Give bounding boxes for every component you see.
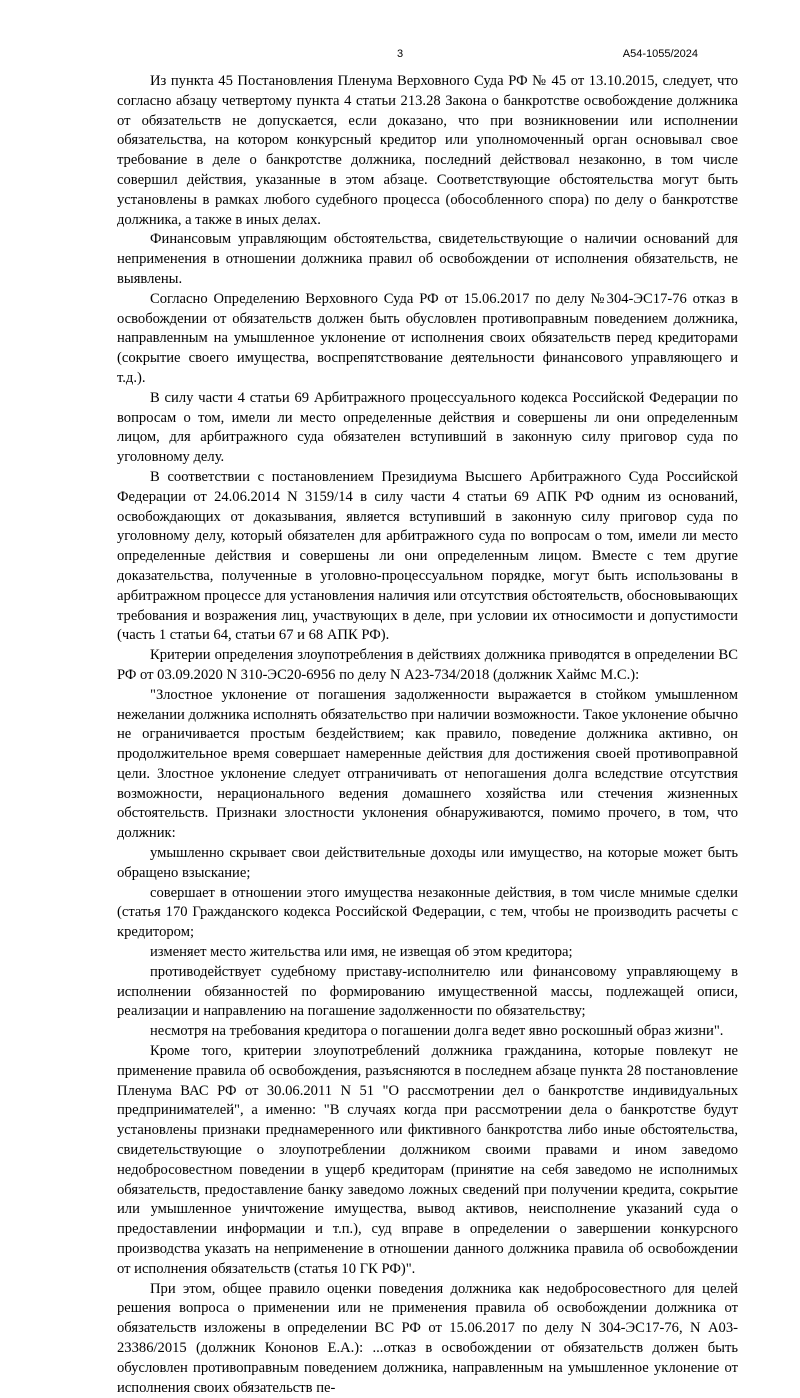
paragraph: При этом, общее правило оценки поведения должника как недобросовестного для целей решения вопроса о применении или не применения правила об освобождении должника от обязательств изложены в определении ВС РФ от 15.06.2017 по делу N 304-ЭС17-76, N А03-23386/2015 (должник Кононов Е.А.): ...отказ в освобождении от обязательств должен быть обусловлен противоправным поведением должника, направленным на умышленное уклонение от исполнения своих обязательств пе- — [117, 1280, 738, 1396]
paragraph: противодействует судебному приставу-исполнителю или финансовому управляющему в исполнении обязанностей по формированию имущественной массы, подлежащей описи, реализации и направлению на погашение задолженности по обязательству; — [117, 963, 738, 1020]
paragraph: изменяет место жительства или имя, не извещая об этом кредитора; — [150, 944, 573, 961]
document-body — [117, 72, 738, 1398]
paragraph: умышленно скрывает свои действительные доходы или имущество, на которые может быть обращено взыскание; — [117, 845, 738, 881]
paragraph: Финансовым управляющим обстоятельства, свидетельствующие о наличии оснований для неприменения в отношении должника правил об освобождении от исполнения обязательств, не выявлены. — [117, 231, 738, 287]
page-number: 3 — [396, 48, 404, 60]
case-number: А54-1055/2024 — [622, 48, 698, 60]
paragraph: Согласно Определению Верховного Суда РФ от 15.06.2017 по делу №304-ЭС17-76 отказ в освобождении от обязательств должен быть обусловлен противоправным поведением должника, направленным на умышленное уклонение от исполнения своих обязательств перед кредиторами (сокрытие своего имущества, воспрепятствование деятельности финансового управляющего и т.д.). — [117, 290, 738, 386]
paragraph: "Злостное уклонение от погашения задолженности выражается в стойком умышленном нежелании должника исполнять обязательство при наличии возможности. Такое уклонение обычно не ограничивается простым бездействием; как правило, поведение должника активно, он продолжительное время совершает намеренные действия для достижения своей противоправной цели. Злостное уклонение следует отграничивать от непогашения долга вследствие отсутствия возможности, нерационального ведения домашнего хозяйства или стечения жизненных обстоятельств. Признаки злостности уклонения обнаруживаются, помимо прочего, в том, что должник: — [117, 686, 738, 842]
paragraph: В силу части 4 статьи 69 Арбитражного процессуального кодекса Российской Федерации по вопросам о том, имели ли место определенные действия и совершены ли они определенным лицом, для арбитражного суда обязателен вступивший в законную силу приговор суда по уголовному делу. — [117, 389, 738, 466]
paragraph: Кроме того, критерии злоупотреблений должника гражданина, которые повлекут не применение правила об освобождения, разъясняются в последнем абзаце пункта 28 постановление Пленума ВАС РФ от 30.06.2011 N 51 "О рассмотрении дел о банкротстве индивидуальных предпринимателей", а именно: "В случаях когда при рассмотрении дела о банкротстве будут установлены признаки преднамеренного или фиктивного банкротства либо иные обстоятельства, свидетельствующие о злоупотреблении должником своими правами и ином заведомо недобросовестном поведении в ущерб кредиторам (принятие на себя заведомо не исполнимых обязательств, предоставление банку заведомо ложных сведений при получении кредита, сокрытие или умышленное уничтожение имущества, вывод активов, неисполнение указаний суда о предоставлении информации и т.п.), суд вправе в определении о завершении конкурсного производства указать на неприменение в отношении данного должника правила об освобождении от исполнения обязательств (статья 10 ГК РФ)". — [117, 1043, 738, 1277]
paragraph: В соответствии с постановлением Президиума Высшего Арбитражного Суда Российской Федерации от 24.06.2014 N 3159/14 в силу части 4 статьи 69 АПК РФ одним из оснований, освобождающих от доказывания, является вступивший в законную силу приговор суда по уголовному делу, который обязателен для арбитражного суда по вопросам о том, имели ли место определенные действия и совершены ли они определенным лицом. Вместе с тем другие доказательства, полученные в уголовно-процессуальном порядке, могут быть использованы в арбитражном процессе для установления наличия или отсутствия обстоятельств, обосновывающих требования и возражения лиц, участвующих в деле, при условии их относимости и допустимости (часть 1 статьи 64, статьи 67 и 68 АПК РФ). — [117, 468, 738, 644]
paragraph: Из пункта 45 Постановления Пленума Верховного Суда РФ № 45 от 13.10.2015, следует, что согласно абзацу четвертому пункта 4 статьи 213.28 Закона о банкротстве освобождение должника от обязательств не допускается, если доказано, что при возникновении или исполнении обязательства, на котором конкурсный кредитор или уполномоченный орган основывал свое требование в деле о банкротстве должника, последний действовал незаконно, в том числе совершил действия, указанные в этом абзаце. Соответствующие обстоятельства могут быть установлены в рамках любого судебного процесса (обособленного спора) по делу о банкротстве должника, а также в иных делах. — [117, 73, 738, 228]
paragraph: совершает в отношении этого имущества незаконные действия, в том числе мнимые сделки (статья 170 Гражданского кодекса Российской Федерации, с тем, чтобы не производить расчеты с кредитором; — [117, 884, 738, 941]
paragraph: несмотря на требования кредитора о погашении долга ведет явно роскошный образ жизни". — [150, 1023, 724, 1040]
paragraph: Критерии определения злоупотребления в действиях должника приводятся в определении ВС РФ от 03.09.2020 N 310-ЭС20-6956 по делу N А23-734/2018 (должник Хаймс М.С.): — [117, 647, 738, 683]
